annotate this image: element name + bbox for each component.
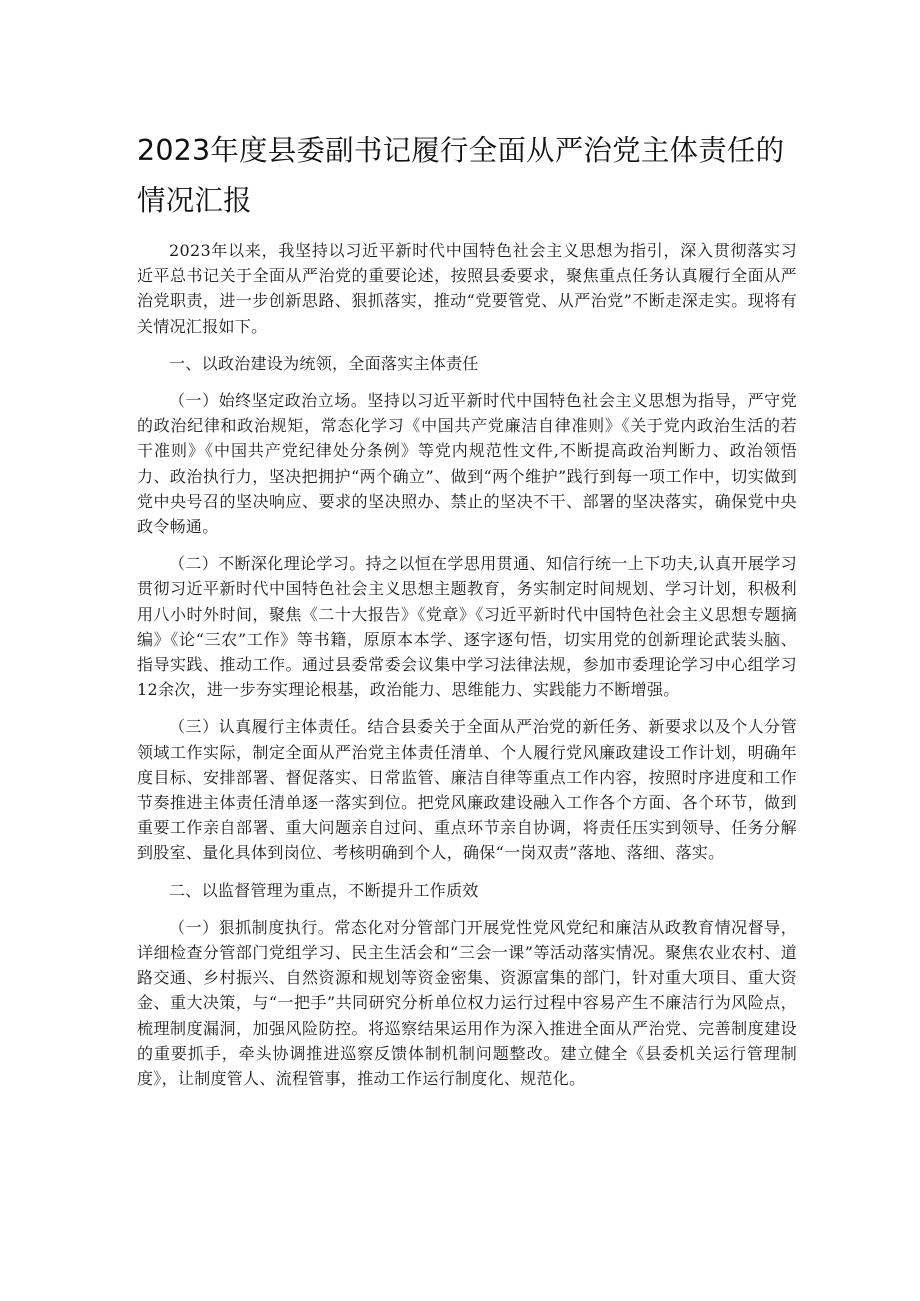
section-1-paragraph-3: （三）认真履行主体责任。结合县委关于全面从严治党的新任务、新要求以及个人分管领域工作实际，制定全面从严治党主体责任清单、个人履行党风廉政建设工作计划，明确年度目标、安排部署、督促落实、日常监管、廉洁自律等重点工作内容，按照时序进度和工作节奏推进主体责任清单逐一落实到位。把党风廉政建设融入工作各个方面、各个环节，做到重要工作亲自部署、重大问题亲自过问、重点环节亲自协调，将责任压实到领导、任务分解到股室、量化具体到岗位、考核明确到个人，确保“一岗双责”落地、落细、落实。 <box>137 717 797 863</box>
section-2-heading: 二、以监督管理为重点，不断提升工作质效 <box>169 880 479 900</box>
document-title: 2023年度县委副书记履行全面从严治党主体责任的情况汇报 <box>137 134 785 217</box>
section-1-paragraph-2: （二）不断深化理论学习。持之以恒在学思用贯通、知信行统一上下功夫,认真开展学习贯彻习近平新时代中国特色社会主义思想主题教育，务实制定时间规划、学习计划，积极利用八小时外时间，聚焦《二十大报告》《党章》《习近平新时代中国特色社会主义思想专题摘编》《论“三农”工作》等书籍，原原本本学、逐字逐句悟，切实用党的创新理论武装头脑、指导实践、推动工作。通过县委常委会议集中学习法律法规，参加市委理论学习中心组学习12余次，进一步夯实理论根基，政治能力、思维能力、实践能力不断增强。 <box>137 554 797 700</box>
section-2-paragraph-1: （一）狠抓制度执行。常态化对分管部门开展党性党风党纪和廉洁从政教育情况督导，详细检查分管部门党组学习、民主生活会和“三会一课”等活动落实情况。聚焦农业农村、道路交通、乡村振兴、自然资源和规划等资金密集、资源富集的部门，针对重大项目、重大资金、重大决策，与“一把手”共同研究分析单位权力运行过程中容易产生不廉洁行为风险点，梳理制度漏洞，加强风险防控。将巡察结果运用作为深入推进全面从严治党、完善制度建设的重要抓手，牵头协调推进巡察反馈体制机制问题整改。建立健全《县委机关运行管理制度》，让制度管人、流程管事，推动工作运行制度化、规范化。 <box>137 917 797 1089</box>
section-1-paragraph-1: （一）始终坚定政治立场。坚持以习近平新时代中国特色社会主义思想为指导，严守党的政治纪律和政治规矩，常态化学习《中国共产党廉洁自律准则》《关于党内政治生活的若干准则》《中国共产党纪律处分条例》等党内规范性文件,不断提高政治判断力、政治领悟力、政治执行力，坚决把拥护“两个确立”、做到“两个维护”践行到每一项工作中，切实做到党中央号召的坚决响应、要求的坚决照办、禁止的坚决不干、部署的坚决落实，确保党中央政令畅通。 <box>137 391 797 537</box>
document-page <box>137 126 797 1103</box>
intro-paragraph: 2023年以来，我坚持以习近平新时代中国特色社会主义思想为指引，深入贯彻落实习近平总书记关于全面从严治党的重要论述，按照县委要求，聚焦重点任务认真履行全面从严治党职责，进一步创新思路、狠抓落实，推动“党要管党、从严治党”不断走深走实。现将有关情况汇报如下。 <box>137 241 797 336</box>
section-1-heading: 一、以政治建设为统领，全面落实主体责任 <box>169 353 479 373</box>
